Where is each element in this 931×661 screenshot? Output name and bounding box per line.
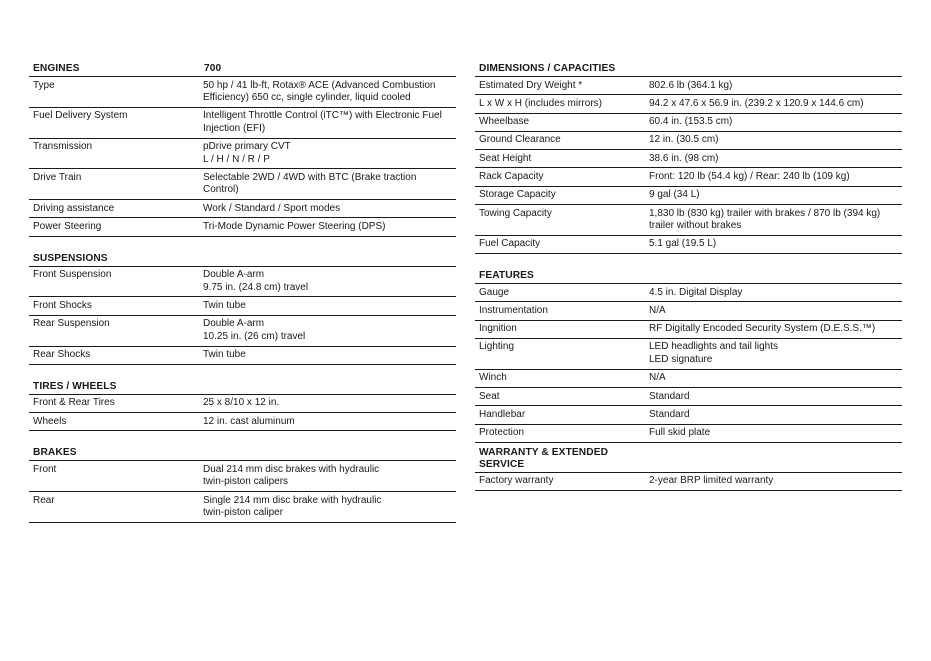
spec-label: Fuel Capacity xyxy=(479,238,541,250)
section-header xyxy=(475,60,902,77)
spec-value: 12 in. cast aluminum xyxy=(203,415,295,427)
spec-label: Rack Capacity xyxy=(479,171,544,182)
spec-label: Seat xyxy=(479,390,500,402)
spec-value: Double A-arm 10.25 in. (26 cm) travel xyxy=(203,318,306,342)
spec-section-brakes xyxy=(29,444,456,523)
spec-row xyxy=(29,200,456,218)
section-header xyxy=(29,378,456,395)
spec-value: 50 hp / 41 lb-ft, Rotax® ACE (Advanced Combustion Efficiency) 650 cc, single cylinder, liquid cooled xyxy=(203,79,436,104)
section-title: SUSPENSIONS xyxy=(33,252,108,264)
spec-row xyxy=(29,108,456,139)
section-title: WARRANTY & EXTENDED SERVICE xyxy=(479,446,609,470)
spec-label: Wheels xyxy=(33,415,67,427)
spec-label: Front Suspension xyxy=(33,269,112,281)
spec-value: 5.1 gal (19.5 L) xyxy=(649,238,717,250)
spec-section-tires-wheels xyxy=(29,378,456,432)
spec-label: Handlebar xyxy=(479,408,526,420)
spec-label: Front & Rear Tires xyxy=(33,397,115,409)
spec-value: Tri-Mode Dynamic Power Steering (DPS) xyxy=(203,221,386,232)
spec-value: 802.6 lb (364.1 kg) xyxy=(649,79,733,91)
spec-label: Wheelbase xyxy=(479,116,530,128)
spec-row xyxy=(475,132,902,150)
spec-label: Factory warranty xyxy=(479,475,554,487)
spec-row xyxy=(29,169,456,200)
spec-row xyxy=(29,492,456,523)
spec-label: Driving assistance xyxy=(33,202,115,214)
spec-row xyxy=(475,187,902,205)
section-header xyxy=(475,446,902,473)
spec-value: 2-year BRP limited warranty xyxy=(649,475,774,487)
spec-value: Standard xyxy=(649,408,690,420)
spec-row xyxy=(475,473,902,491)
spec-section-engines xyxy=(29,60,456,237)
spec-value: 60.4 in. (153.5 cm) xyxy=(649,116,733,128)
spec-value: Double A-arm 9.75 in. (24.8 cm) travel xyxy=(203,269,309,293)
section-header xyxy=(475,267,902,284)
spec-row xyxy=(29,218,456,236)
spec-value: Standard xyxy=(649,390,690,402)
spec-label: Lighting xyxy=(479,341,515,353)
spec-row xyxy=(475,168,902,186)
spec-row xyxy=(475,370,902,388)
section-header xyxy=(29,60,456,77)
spec-value: Front: 120 lb (54.4 kg) / Rear: 240 lb (109 kg) xyxy=(649,171,850,182)
spec-value: Twin tube xyxy=(203,349,246,361)
spec-value: Intelligent Throttle Control (iTC™) with Electronic Fuel Injection (EFI) xyxy=(203,110,442,134)
spec-label: Storage Capacity xyxy=(479,189,556,201)
spec-value: Single 214 mm disc brake with hydraulic twin-piston caliper xyxy=(203,494,382,519)
spec-label: Drive Train xyxy=(33,171,82,183)
spec-row xyxy=(29,395,456,413)
section-title: FEATURES xyxy=(479,270,534,282)
spec-label: Transmission xyxy=(33,141,93,153)
spec-section-dimensions-capacities xyxy=(475,60,902,254)
spec-value: 12 in. (30.5 cm) xyxy=(649,134,719,146)
section-title: ENGINES xyxy=(33,63,80,74)
spec-row xyxy=(475,150,902,168)
spec-value: LED headlights and tail lights LED signature xyxy=(649,341,778,365)
spec-label: Ingnition xyxy=(479,323,517,335)
spec-label: Seat Height xyxy=(479,152,532,164)
spec-row xyxy=(29,77,456,108)
spec-label: L x W x H (includes mirrors) xyxy=(479,97,602,109)
spec-row xyxy=(475,284,902,302)
spec-row xyxy=(29,316,456,347)
spec-value: N/A xyxy=(649,304,666,316)
left-spec-column xyxy=(29,60,456,536)
spec-label: Instrumentation xyxy=(479,304,548,316)
spec-value: N/A xyxy=(649,372,666,384)
spec-row xyxy=(29,347,456,365)
spec-value: Dual 214 mm disc brakes with hydraulic twin-piston calipers xyxy=(203,463,380,488)
section-title: TIRES / WHEELS xyxy=(33,380,117,392)
spec-row xyxy=(29,297,456,315)
spec-label: Towing Capacity xyxy=(479,207,552,219)
spec-label: Front xyxy=(33,463,57,475)
right-spec-column xyxy=(475,60,902,504)
spec-label: Rear xyxy=(33,494,55,506)
spec-value: 9 gal (34 L) xyxy=(649,189,700,201)
spec-value: Selectable 2WD / 4WD with BTC (Brake traction Control) xyxy=(203,171,417,196)
spec-section-suspensions xyxy=(29,250,456,365)
spec-row xyxy=(29,139,456,170)
spec-row xyxy=(475,114,902,132)
section-header xyxy=(29,250,456,267)
spec-label: Estimated Dry Weight * xyxy=(479,79,583,91)
spec-label: Winch xyxy=(479,372,507,384)
spec-value: 4.5 in. Digital Display xyxy=(649,286,743,298)
spec-value: RF Digitally Encoded Security System (D.E.S.S.™) xyxy=(649,323,876,335)
spec-label: Gauge xyxy=(479,286,510,298)
section-model: 700 xyxy=(204,63,222,74)
spec-row xyxy=(475,406,902,424)
spec-value: Full skid plate xyxy=(649,427,711,439)
spec-row xyxy=(475,205,902,236)
spec-value: Work / Standard / Sport modes xyxy=(203,202,341,214)
spec-value: 38.6 in. (98 cm) xyxy=(649,152,719,164)
spec-row xyxy=(475,95,902,113)
spec-row xyxy=(475,339,902,370)
spec-label: Type xyxy=(33,79,55,91)
section-title: DIMENSIONS / CAPACITIES xyxy=(479,63,616,74)
spec-row xyxy=(475,388,902,406)
spec-label: Front Shocks xyxy=(33,300,92,312)
spec-row xyxy=(475,77,902,95)
spec-label: Rear Shocks xyxy=(33,349,91,361)
spec-row xyxy=(475,321,902,339)
spec-label: Fuel Delivery System xyxy=(33,110,128,122)
spec-row xyxy=(475,302,902,320)
spec-row xyxy=(475,236,902,254)
spec-value: pDrive primary CVT L / H / N / R / P xyxy=(203,141,291,165)
spec-value: 25 x 8/10 x 12 in. xyxy=(203,397,280,409)
spec-label: Rear Suspension xyxy=(33,318,110,330)
spec-value: 94.2 x 47.6 x 56.9 in. (239.2 x 120.9 x 144.6 cm) xyxy=(649,97,864,109)
spec-section-warranty-extended-service xyxy=(475,446,902,491)
spec-row xyxy=(29,267,456,298)
spec-row xyxy=(475,425,902,443)
spec-section-features xyxy=(475,267,902,443)
section-header xyxy=(29,444,456,461)
spec-label: Protection xyxy=(479,427,525,439)
section-title: BRAKES xyxy=(33,447,77,459)
spec-label: Ground Clearance xyxy=(479,134,561,146)
spec-label: Power Steering xyxy=(33,221,102,232)
spec-value: Twin tube xyxy=(203,300,246,312)
spec-row xyxy=(29,413,456,431)
spec-row xyxy=(29,461,456,492)
spec-value: 1,830 lb (830 kg) trailer with brakes / 870 lb (394 kg) trailer without brakes xyxy=(649,207,881,232)
